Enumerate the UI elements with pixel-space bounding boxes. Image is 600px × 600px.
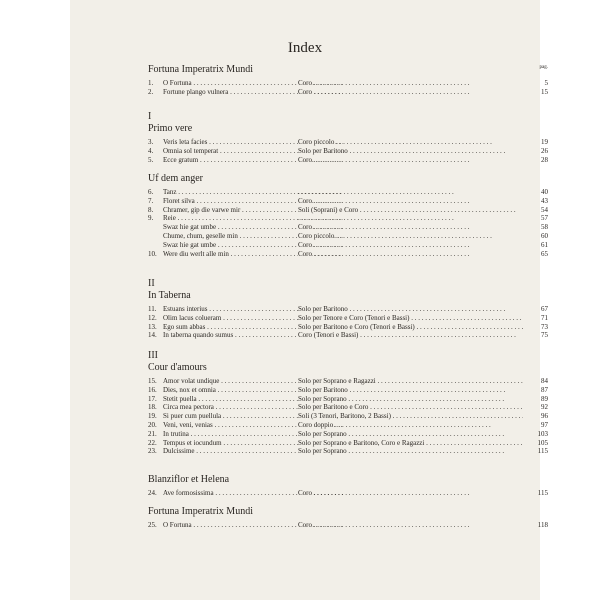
entry-page: 92 — [541, 403, 548, 412]
entry-page: 58 — [541, 223, 548, 232]
entry-voice — [298, 439, 523, 448]
entry-voice-text: Solo per Baritono e Coro (Tenori e Bassi) — [298, 322, 415, 331]
entry-voice — [298, 331, 523, 340]
index-row — [148, 241, 548, 250]
entry-voice — [298, 403, 523, 412]
entry-page: 15 — [541, 87, 548, 96]
index-row — [148, 377, 548, 386]
entry-voice — [298, 138, 523, 147]
entry-number: 21. — [148, 429, 157, 438]
entry-voice-text: Coro piccolo — [298, 138, 335, 146]
entry-page: 105 — [537, 438, 548, 447]
entry-number: 18. — [148, 403, 157, 412]
entry-voice — [298, 188, 523, 197]
entry-number: 16. — [148, 385, 157, 394]
entry-voice — [298, 323, 523, 332]
entry-voice — [298, 377, 523, 386]
entry-number: 24. — [148, 489, 157, 497]
entry-number: 6. — [148, 188, 154, 196]
entry-voice — [298, 79, 523, 88]
entry-number: 13. — [148, 322, 157, 331]
entry-voice — [298, 447, 523, 456]
entry-page: 73 — [541, 322, 548, 331]
section-uf-dem-anger — [148, 173, 548, 258]
index-row — [148, 232, 548, 241]
entry-voice-text: Solo per Baritono e Coro — [298, 403, 369, 412]
entry-title: Chramer, gip die varwe mir . . . — [163, 206, 343, 215]
entry-page: 96 — [541, 412, 548, 421]
entry-page: 87 — [541, 385, 548, 394]
index-row — [148, 521, 548, 530]
section-title: Blanziflor et Helena — [148, 474, 230, 485]
entry-voice — [298, 250, 523, 259]
entry-page: 115 — [537, 489, 548, 497]
entry-voice-text: Coro — [298, 196, 312, 205]
entry-voice-text: Coro doppio — [298, 420, 334, 429]
entry-number: 10. — [148, 249, 157, 258]
entry-title: Dies, nox et omnia . . . — [163, 386, 343, 395]
index-row — [148, 421, 548, 430]
entry-page: 54 — [541, 205, 548, 214]
entry-number: 15. — [148, 377, 157, 385]
entry-number: 17. — [148, 394, 157, 403]
section-title: Fortuna Imperatrix Mundi — [148, 506, 253, 517]
entry-page: 40 — [541, 188, 548, 196]
index-row — [148, 489, 548, 498]
section-title: Fortuna Imperatrix Mundi — [148, 64, 253, 75]
entry-page: 28 — [541, 155, 548, 164]
entry-title: Veris leta facies . . . — [163, 138, 343, 147]
index-row — [148, 223, 548, 232]
section-fortuna-imperatrix — [148, 64, 548, 97]
index-row — [148, 206, 548, 215]
index-row — [148, 430, 548, 439]
entry-voice-text: Coro — [298, 521, 312, 529]
entry-number: 1. — [148, 79, 154, 87]
entry-page: 43 — [541, 196, 548, 205]
entry-voice-text: Solo per Soprano — [298, 394, 347, 403]
entry-page: 19 — [541, 138, 548, 146]
entry-number: 19. — [148, 412, 157, 421]
entry-voice — [298, 395, 523, 404]
entry-voice — [298, 386, 523, 395]
index-row — [148, 323, 548, 332]
entry-title: Floret silva . . . — [163, 197, 343, 206]
section-cour-damours — [148, 350, 548, 456]
entry-voice-text: Coro — [298, 249, 312, 258]
entry-page: 89 — [541, 394, 548, 403]
section-roman-numeral: I — [148, 111, 152, 122]
entry-number: 8. — [148, 205, 154, 214]
section-primo-vere — [148, 111, 548, 164]
entry-title: Circa mea pectora . . . — [163, 403, 343, 412]
entry-number: 9. — [148, 214, 154, 223]
entry-title: Fortune plango vulnera . . . — [163, 88, 343, 97]
entry-title: Omnia sol temperat . . . — [163, 147, 343, 156]
index-row — [148, 403, 548, 412]
entry-voice-text: Solo per Soprano — [298, 429, 347, 438]
entry-voice-text: Coro — [298, 240, 312, 249]
entry-voice-text: Solo per Baritono — [298, 305, 348, 313]
entry-title: Stetit puella . . . — [163, 395, 343, 404]
entry-voice — [298, 88, 523, 97]
entry-title: Tanz . . . — [163, 188, 343, 197]
section-roman-numeral: II — [148, 278, 155, 289]
entry-page: 84 — [541, 377, 548, 385]
section-title: Cour d'amours — [148, 362, 207, 373]
entry-voice-text: Coro — [298, 79, 312, 87]
entry-voice-text: Coro — [298, 489, 312, 497]
entry-title: Ecce gratum . . . — [163, 156, 343, 165]
entry-voice — [298, 521, 523, 530]
entry-title: In trutina . . . — [163, 430, 343, 439]
entry-number: 2. — [148, 87, 154, 96]
entry-voice-text: Solo per Soprano — [298, 447, 347, 456]
entry-voice-text: Solo per Soprano e Ragazzi — [298, 377, 376, 385]
entry-title: Estuans interius . . . — [163, 305, 343, 314]
index-row — [148, 305, 548, 314]
entry-page: 61 — [541, 240, 548, 249]
entry-voice-text: Coro — [298, 223, 312, 232]
entry-voice-text: Coro (Tenori e Bassi) — [298, 331, 359, 340]
index-row — [148, 331, 548, 340]
entry-number: 4. — [148, 146, 154, 155]
entry-voice-text: Coro — [298, 87, 312, 96]
index-row — [148, 250, 548, 259]
index-row — [148, 314, 548, 323]
entry-title: Were diu werlt alle min . . . — [163, 250, 343, 259]
entry-number: 3. — [148, 138, 154, 146]
entry-title: Ave formosissima . . . — [163, 489, 343, 498]
entry-number: 12. — [148, 313, 157, 322]
entry-voice-text: Coro — [298, 155, 312, 164]
section-fortuna-imperatrix-finale — [148, 506, 548, 530]
entry-title: Veni, veni, venias . . . — [163, 421, 343, 430]
entry-page: 115 — [537, 447, 548, 456]
section-title: Uf dem anger — [148, 173, 203, 184]
entry-page: 60 — [541, 231, 548, 240]
entry-number: 7. — [148, 196, 154, 205]
entry-page: 75 — [541, 331, 548, 340]
entry-voice — [298, 206, 523, 215]
entry-voice-text: Coro piccolo — [298, 231, 335, 240]
entry-voice — [298, 489, 523, 498]
index-row — [148, 156, 548, 165]
entry-title: Amor volat undique . . . — [163, 377, 343, 386]
entry-page: 118 — [537, 521, 548, 529]
entry-title: Reie . . . — [163, 214, 343, 223]
index-row — [148, 439, 548, 448]
entry-number: 22. — [148, 438, 157, 447]
entry-voice-text: Solo per Baritono — [298, 146, 348, 155]
entry-voice — [298, 314, 523, 323]
index-row — [148, 79, 548, 88]
entry-page: 67 — [541, 305, 548, 313]
section-in-taberna — [148, 278, 548, 340]
entry-page: 5 — [544, 79, 548, 87]
index-row — [148, 138, 548, 147]
entry-number: 23. — [148, 447, 157, 456]
entry-page: 57 — [541, 214, 548, 223]
entry-voice-text: Soli (Soprani) e Coro — [298, 205, 359, 214]
entry-title: Tempus et iocundum . . . — [163, 439, 343, 448]
entry-voice-text: Solo per Tenore e Coro (Tenori e Bassi) — [298, 313, 410, 322]
document-page — [70, 0, 548, 600]
index-row — [148, 188, 548, 197]
entry-voice — [298, 412, 523, 421]
entry-voice-text: Solo per Soprano e Baritono, Coro e Ragazzi — [298, 438, 425, 447]
index-row — [148, 412, 548, 421]
index-row — [148, 214, 548, 223]
entry-page: 26 — [541, 146, 548, 155]
index-row — [148, 386, 548, 395]
entry-page: 65 — [541, 249, 548, 258]
entry-title: Swaz hie gat umbe . . . — [163, 223, 343, 232]
entry-voice — [298, 430, 523, 439]
entry-page: 97 — [541, 420, 548, 429]
entry-number: 5. — [148, 155, 154, 164]
entry-voice — [298, 214, 523, 223]
page-column-label: pag. — [539, 65, 548, 70]
index-row — [148, 395, 548, 404]
section-title: Primo vere — [148, 123, 193, 134]
entry-title: Dulcissime . . . — [163, 447, 343, 456]
entry-title: Swaz hie gat umbe . . . — [163, 241, 343, 250]
entry-page: 71 — [541, 313, 548, 322]
entry-title: Chume, chum, geselle min . . . — [163, 232, 343, 241]
entry-title: Ego sum abbas . . . — [163, 323, 343, 332]
entry-number: 20. — [148, 420, 157, 429]
entry-voice — [298, 421, 523, 430]
entry-voice — [298, 232, 523, 241]
entry-page: 103 — [537, 429, 548, 438]
entry-voice — [298, 223, 523, 232]
index-row — [148, 88, 548, 97]
entry-number: 25. — [148, 521, 157, 529]
section-roman-numeral: III — [148, 350, 158, 361]
entry-voice — [298, 305, 523, 314]
entry-title: O Fortuna . . . — [163, 79, 343, 88]
index-row — [148, 197, 548, 206]
index-row — [148, 447, 548, 456]
entry-voice — [298, 241, 523, 250]
index-row — [148, 147, 548, 156]
page-title: Index — [287, 40, 323, 56]
section-blanziflor-et-helena — [148, 474, 548, 498]
entry-title: Olim lacus colueram . . . — [163, 314, 343, 323]
entry-voice-text: Soli (3 Tenori, Baritono, 2 Bassi) — [298, 412, 391, 421]
section-title: In Taberna — [148, 290, 191, 301]
entry-title: O Fortuna . . . — [163, 521, 343, 530]
entry-title: Si puer cum puellula . . . — [163, 412, 343, 421]
entry-voice-text: Solo per Baritono — [298, 385, 348, 394]
entry-title: In taberna quando sumus . . . — [163, 331, 343, 340]
entry-voice — [298, 197, 523, 206]
entry-voice — [298, 147, 523, 156]
entry-voice — [298, 156, 523, 165]
entry-number: 14. — [148, 331, 157, 340]
entry-number: 11. — [148, 305, 157, 313]
